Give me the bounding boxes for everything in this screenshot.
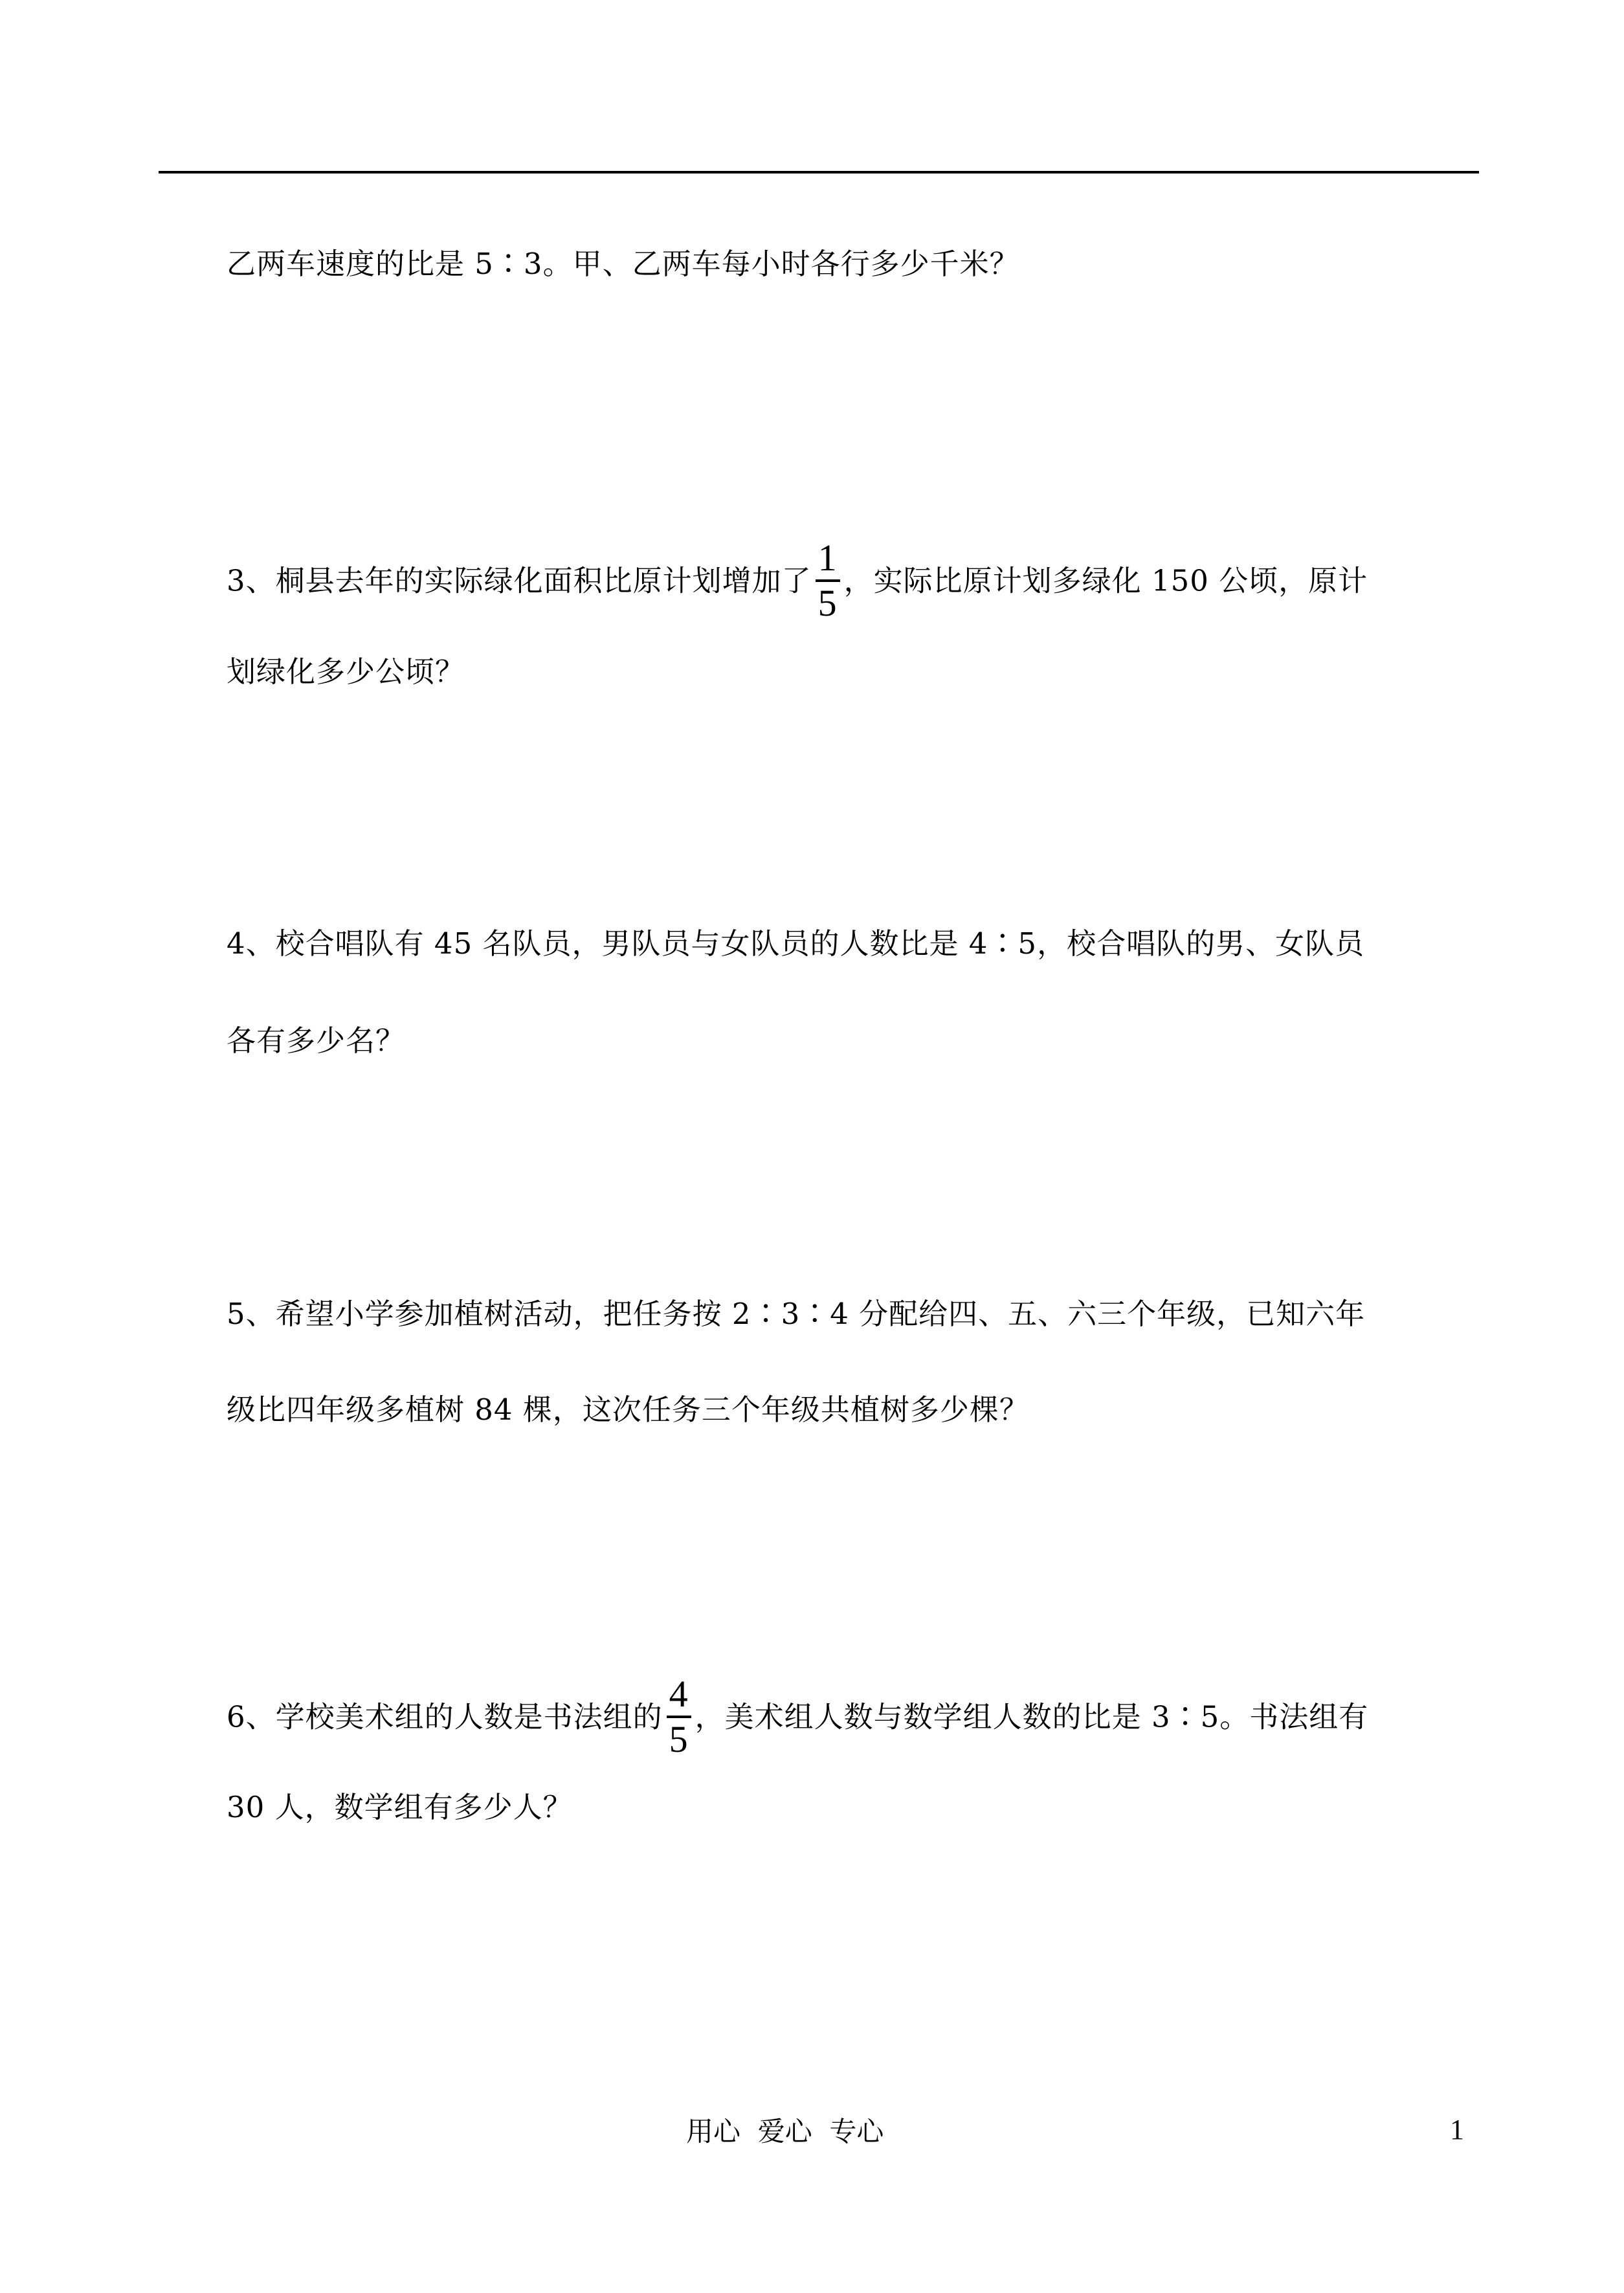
problem-2-line-1: 乙两车速度的比是 5∶3。甲、乙两车每小时各行多少千米？ — [227, 247, 1019, 281]
problem-6-line-1 — [227, 1673, 1369, 1762]
problem-3-text-after: ，实际比原计划多绿化 150 公顷，原计 — [843, 563, 1368, 598]
fraction-denominator: 5 — [818, 582, 838, 624]
fraction-numerator: 4 — [669, 1673, 689, 1715]
problem-6-text-after: ，美术组人数与数学组人数的比是 3∶5。书法组有 — [695, 1699, 1369, 1734]
problem-3-line-1 — [227, 537, 1368, 626]
problem-4-line-1: 4、校合唱队有 45 名队员，男队员与女队员的人数比是 4∶5，校合唱队的男、女队员 — [227, 926, 1365, 961]
fraction-numerator: 1 — [818, 537, 838, 579]
footer-motto: 用心 爱心 专心 — [686, 2116, 884, 2147]
problem-3-fraction — [816, 538, 840, 623]
problem-3-line-2: 划绿化多少公顷？ — [227, 654, 465, 689]
problem-6-text-before: 6、学校美术组的人数是书法组的 — [227, 1699, 663, 1734]
fraction-denominator: 5 — [669, 1718, 689, 1760]
problem-5-line-2: 级比四年级多植树 84 棵，这次任务三个年级共植树多少棵？ — [227, 1393, 1029, 1427]
problem-6-fraction — [667, 1674, 691, 1760]
problem-4-line-2: 各有多少名？ — [227, 1023, 406, 1058]
header-rule — [159, 171, 1479, 173]
problem-5-line-1: 5、希望小学参加植树活动，把任务按 2∶3∶4 分配给四、五、六三个年级，已知六年 — [227, 1297, 1366, 1331]
problem-6-line-2: 30 人，数学组有多少人？ — [227, 1790, 573, 1824]
page-number: 1 — [1450, 2114, 1464, 2145]
problem-3-text-before: 3、桐县去年的实际绿化面积比原计划增加了 — [227, 563, 812, 598]
